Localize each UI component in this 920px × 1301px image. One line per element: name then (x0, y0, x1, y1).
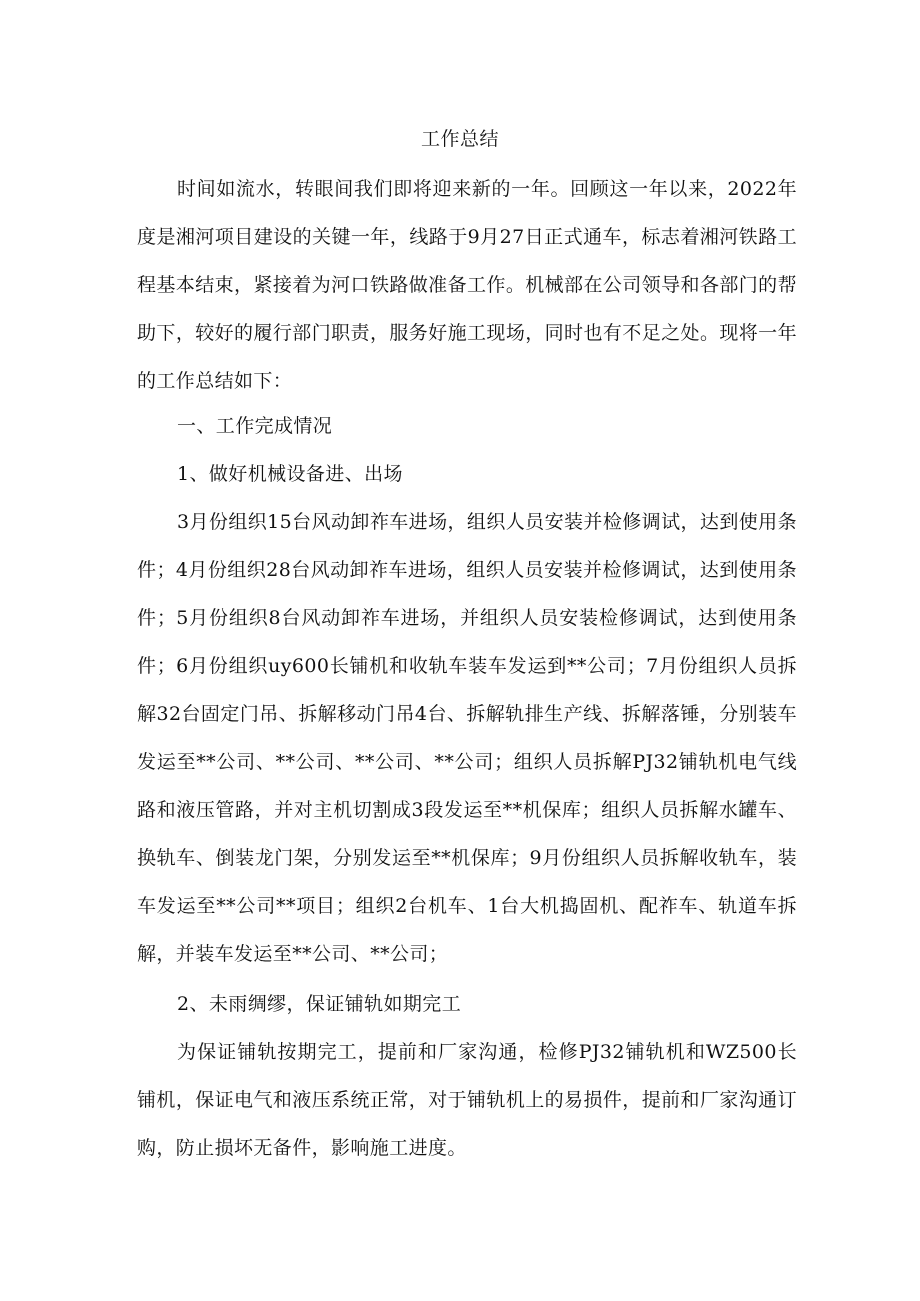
document-title: 工作总结 (420, 128, 499, 150)
item-heading-equipment-movement: 1、做好机械设备进、出场 (177, 463, 403, 485)
section-heading-work-completion: 一、工作完成情况 (177, 415, 333, 437)
item-heading-track-laying-preparation: 2、未雨绸缪，保证铺轨如期完工 (177, 993, 462, 1015)
intro-paragraph: 时间如流水，转眼间我们即将迎来新的一年。回顾这一年以来，2022年度是湘河项目建设的关键一年，线路于9月27日正式通车，标志着湘河铁路工程基本结束，紧接着为河口铁路做准备工作。机械部在公司领导和各部门的帮助下，较好的履行部门职责，服务好施工现场，同时也有不足之处。现将一年的工作总结如下： (137, 178, 797, 392)
track-laying-preparation-paragraph: 为保证铺轨按期完工，提前和厂家沟通，检修PJ32铺轨机和WZ500长铺机，保证电气和液压系统正常，对于铺轨机上的易损件，提前和厂家沟通订购，防止损坏无备件，影响施工进度。 (137, 1041, 797, 1159)
equipment-movement-paragraph: 3月份组织15台风动卸祚车进场，组织人员安装并检修调试，达到使用条件；4月份组织28台风动卸祚车进场，组织人员安装并检修调试，达到使用条件；5月份组织8台风动卸祚车进场，并组织人员安装检修调试，达到使用条件；6月份组织uy600长铺机和收轨车装车发运到**公司；7月份组织人员拆解32台固定门吊、拆解移动门吊4台、拆解轨排生产线、拆解落锤，分别装车发运至**公司、**公司、**公司、**公司；组织人员拆解PJ32铺轨机电气线路和液压管路，并对主机切割成3段发运至**机保库；组织人员拆解水罐车、换轨车、倒装龙门架，分别发运至**机保库；9月份组织人员拆解收轨车，装车发运至**公司**项目；组织2台机车、1台大机捣固机、配祚车、轨道车拆解，并装车发运至**公司、**公司； (137, 511, 797, 965)
